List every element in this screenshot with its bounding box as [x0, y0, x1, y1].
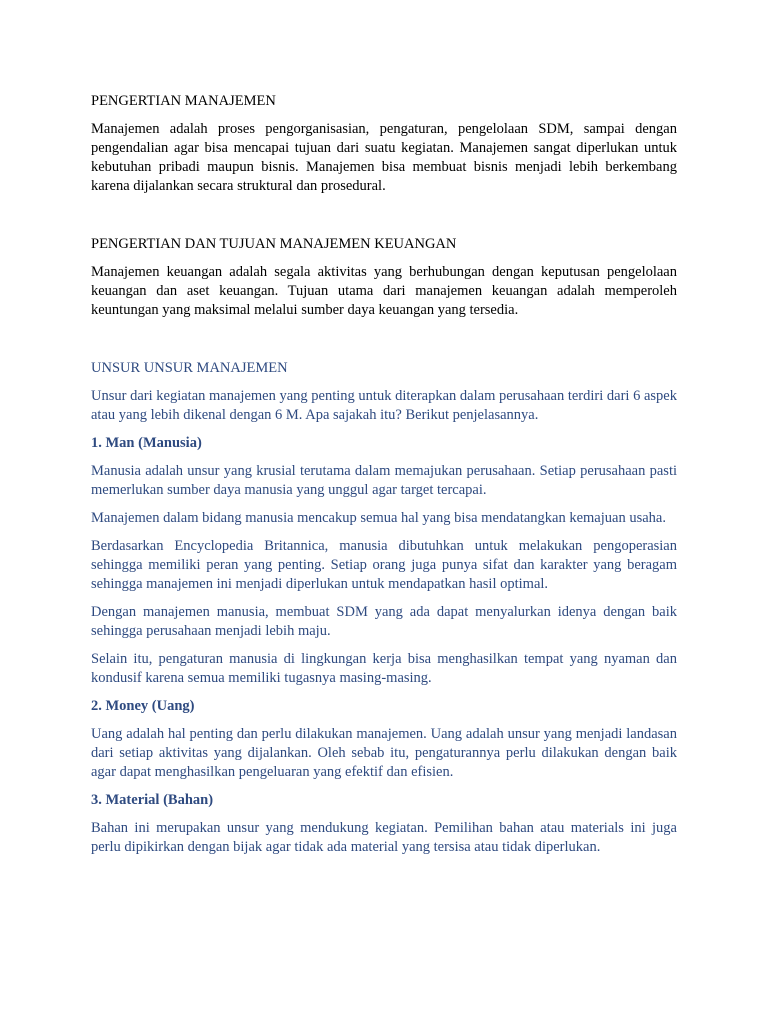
paragraph: Manajemen keuangan adalah segala aktivitas yang berhubungan dengan keputusan pengelolaan keuangan dan aset keuangan. Tujuan utama dari manajemen keuangan adalah memperoleh keuntungan yang maksimal melalui sumber daya keuangan yang tersedia. — [91, 264, 677, 318]
paragraph: Selain itu, pengaturan manusia di lingkungan kerja bisa menghasilkan tempat yang nyaman dan kondusif karena semua memiliki tugasnya masing-masing. — [91, 651, 677, 686]
paragraph: Manajemen adalah proses pengorganisasian, pengaturan, pengelolaan SDM, sampai dengan pengendalian agar bisa mencapai tujuan dari suatu kegiatan. Manajemen sangat diperlukan untuk kebutuhan pribadi maupun bisnis. Manajemen bisa membuat bisnis menjadi lebih berkembang karena dijalankan secara struktural dan prosedural. — [91, 121, 677, 194]
item-heading: 2. Money (Uang) — [91, 698, 195, 714]
item-money — [91, 697, 677, 782]
intro-paragraph: Unsur dari kegiatan manajemen yang penting untuk diterapkan dalam perusahaan terdiri dari 6 aspek atau yang lebih dikenal dengan 6 M. Apa sajakah itu? Berikut penjelasannya. — [91, 388, 677, 423]
document-page — [91, 92, 677, 866]
spacer — [91, 205, 677, 235]
item-man — [91, 434, 677, 688]
item-heading: 3. Material (Bahan) — [91, 792, 214, 808]
section-title: PENGERTIAN MANAJEMEN — [91, 93, 276, 109]
item-material — [91, 791, 677, 857]
spacer — [91, 329, 677, 359]
paragraph: Bahan ini merupakan unsur yang mendukung kegiatan. Pemilihan bahan atau materials ini juga perlu dipikirkan dengan bijak agar tidak ada material yang tersisa atau tidak diperlukan. — [91, 820, 677, 855]
paragraph: Uang adalah hal penting dan perlu dilakukan manajemen. Uang adalah unsur yang menjadi landasan dari setiap aktivitas yang dijalankan. Oleh sebab itu, pengaturannya perlu dilakukan dengan baik agar dapat menghasilkan pengeluaran yang efektif dan efisien. — [91, 726, 677, 780]
paragraph: Berdasarkan Encyclopedia Britannica, manusia dibutuhkan untuk melakukan pengoperasian sehingga memiliki peran yang penting. Setiap orang juga punya sifat dan karakter yang beragam sehingga manajemen ini menjadi diperlukan untuk mendapatkan hasil optimal. — [91, 538, 677, 592]
section-manajemen-keuangan — [91, 235, 677, 320]
section-pengertian-manajemen — [91, 92, 677, 196]
paragraph: Manajemen dalam bidang manusia mencakup semua hal yang bisa mendatangkan kemajuan usaha. — [91, 510, 666, 526]
paragraph: Dengan manajemen manusia, membuat SDM yang ada dapat menyalurkan idenya dengan baik sehingga perusahaan menjadi lebih maju. — [91, 604, 677, 639]
section-title: UNSUR UNSUR MANAJEMEN — [91, 360, 288, 376]
item-heading: 1. Man (Manusia) — [91, 435, 202, 451]
section-title: PENGERTIAN DAN TUJUAN MANAJEMEN KEUANGAN — [91, 236, 457, 252]
paragraph: Manusia adalah unsur yang krusial terutama dalam memajukan perusahaan. Setiap perusahaan pasti memerlukan sumber daya manusia yang unggul agar target tercapai. — [91, 463, 677, 498]
section-unsur-manajemen — [91, 359, 677, 857]
